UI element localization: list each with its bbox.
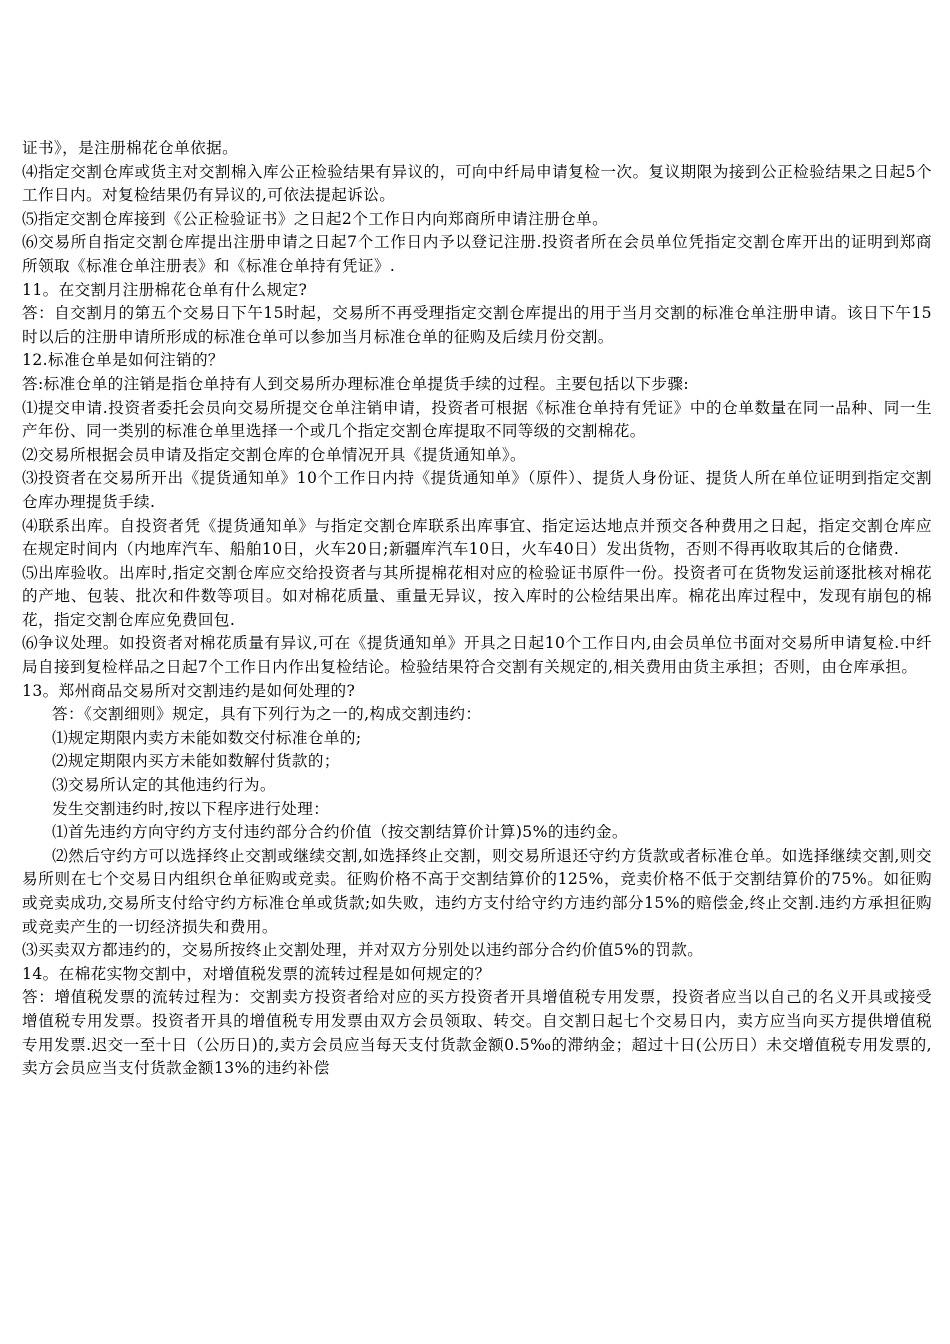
paragraph: ⑹争议处理。如投资者对棉花质量有异议,可在《提货通知单》开具之日起10个工作日内,由会员单位书面对交易所申请复检.中纤局自接到复检样品之日起7个工作日内作出复检结论。检验结果符合交割有关规定的,相关费用由货主承担；否则，由仓库承担。 (22, 634, 932, 677)
paragraph: ⑴提交申请.投资者委托会员向交易所提交仓单注销申请，投资者可根据《标准仓单持有凭证》中的仓单数量在同一品种、同一生产年份、同一类别的标准仓单里选择一个或几个指定交割仓库提取不同等级的交割棉花。 (22, 398, 932, 441)
answer-paragraph: 答：自交割月的第五个交易日下午15时起，交易所不再受理指定交割仓库提出的用于当月交割的标准仓单注册申请。该日下午15时以后的注册申请所形成的标准仓单可以参加当月标准仓单的征购及后续月份交割。 (22, 304, 932, 346)
paragraph: 证书》，是注册棉花仓单依据。 (22, 139, 239, 157)
question-heading: 14。在棉花实物交割中，对增值税发票的流转过程是如何规定的？ (22, 964, 491, 983)
paragraph: ⑶投资者在交易所开出《提货通知单》10个工作日内持《提货通知单》（原件）、提货人身份证、提货人所在单位证明到指定交割仓库办理提货手续. (22, 469, 932, 511)
paragraph: ⑷联系出库。自投资者凭《提货通知单》与指定交割仓库联系出库事宜、指定运达地点并预交各种费用之日起，指定交割仓库应在规定时间内（内地库汽车、船舶10日，火车20日;新疆库汽车10日，火车40日）发出货物，否则不得再收取其后的仓储费. (22, 516, 932, 559)
paragraph: ⑵规定期限内买方未能如数解付货款的； (52, 752, 340, 771)
paragraph: ⑸出库验收。出库时,指定交割仓库应交给投资者与其所提棉花相对应的检验证书原件一份。投资者可在货物发运前逐批核对棉花的产地、包装、批次和件数等项目。如对棉花质量、重量无异议，按入库时的公检结果出库。棉花出库过程中，发现有崩包的棉花，指定交割仓库应免费回包. (22, 563, 932, 629)
document-body (22, 137, 932, 1081)
question-heading: 13。郑州商品交易所对交割违约是如何处理的? (22, 681, 356, 700)
paragraph: ⑴首先违约方向守约方支付违约部分合约价值（按交割结算价计算)5%的违约金。 (52, 823, 628, 842)
paragraph: ⑶交易所认定的其他违约行为。 (52, 776, 276, 795)
answer-paragraph: 答:标准仓单的注销是指仓单持有人到交易所办理标准仓单提货手续的过程。主要包括以下步骤: (22, 374, 690, 393)
answer-paragraph: 答：增值税发票的流转过程为：交割卖方投资者给对应的买方投资者开具增值税专用发票，投资者应当以自己的名义开具或接受增值税专用发票。投资者开具的增值税专用发票由双方会员领取、转交。自交割日起七个交易日内，卖方应当向买方提供增值税专用发票.迟交一至十日（公历日)的,卖方会员应当每天支付货款金额0.5‰的滞纳金；超过十日(公历日）未交增值税专用发票的,卖方会员应当支付货款金额13%的违约补偿 (22, 988, 932, 1078)
question-heading: 12.标准仓单是如何注销的？ (22, 351, 224, 370)
paragraph: ⑸指定交割仓库接到《公正检验证书》之日起2个工作日内向郑商所申请注册仓单。 (22, 209, 609, 228)
paragraph: ⑶买卖双方都违约的，交易所按终止交割处理，并对双方分别处以违约部分合约价值5%的罚款。 (22, 941, 704, 960)
paragraph: ⑴规定期限内卖方未能如数交付标准仓单的; (52, 728, 362, 747)
paragraph: ⑵交易所根据会员申请及指定交割仓库的仓单情况开具《提货通知单》。 (22, 445, 527, 464)
answer-paragraph: 答：《交割细则》规定，具有下列行为之一的,构成交割违约： (52, 705, 482, 724)
paragraph: ⑵然后守约方可以选择终止交割或继续交割,如选择终止交割，则交易所退还守约方货款或者标准仓单。如选择继续交割,则交易所则在七个交易日内组织仓单征购或竞卖。征购价格不高于交割结算价的125%，竞卖价格不低于交割结算价的75%。如征购或竞卖成功,交易所支付给守约方标准仓单或货款;如失败，违约方支付给守约方违约部分15%的赔偿金,终止交割.违约方承担征购或竞卖产生的一切经济损失和费用。 (22, 846, 932, 936)
paragraph: ⑷指定交割仓库或货主对交割棉入库公正检验结果有异议的，可向中纤局申请复检一次。复议期限为接到公正检验结果之日起5个工作日内。对复检结果仍有异议的,可依法提起诉讼。 (22, 162, 932, 205)
paragraph: ⑹交易所自指定交割仓库提出注册申请之日起7个工作日内予以登记注册.投资者所在会员单位凭指定交割仓库开出的证明到郑商所领取《标准仓单注册表》和《标准仓单持有凭证》. (22, 233, 932, 275)
paragraph: 发生交割违约时,按以下程序进行处理： (52, 799, 330, 818)
question-heading: 11。在交割月注册棉花仓单有什么规定? (22, 280, 308, 299)
